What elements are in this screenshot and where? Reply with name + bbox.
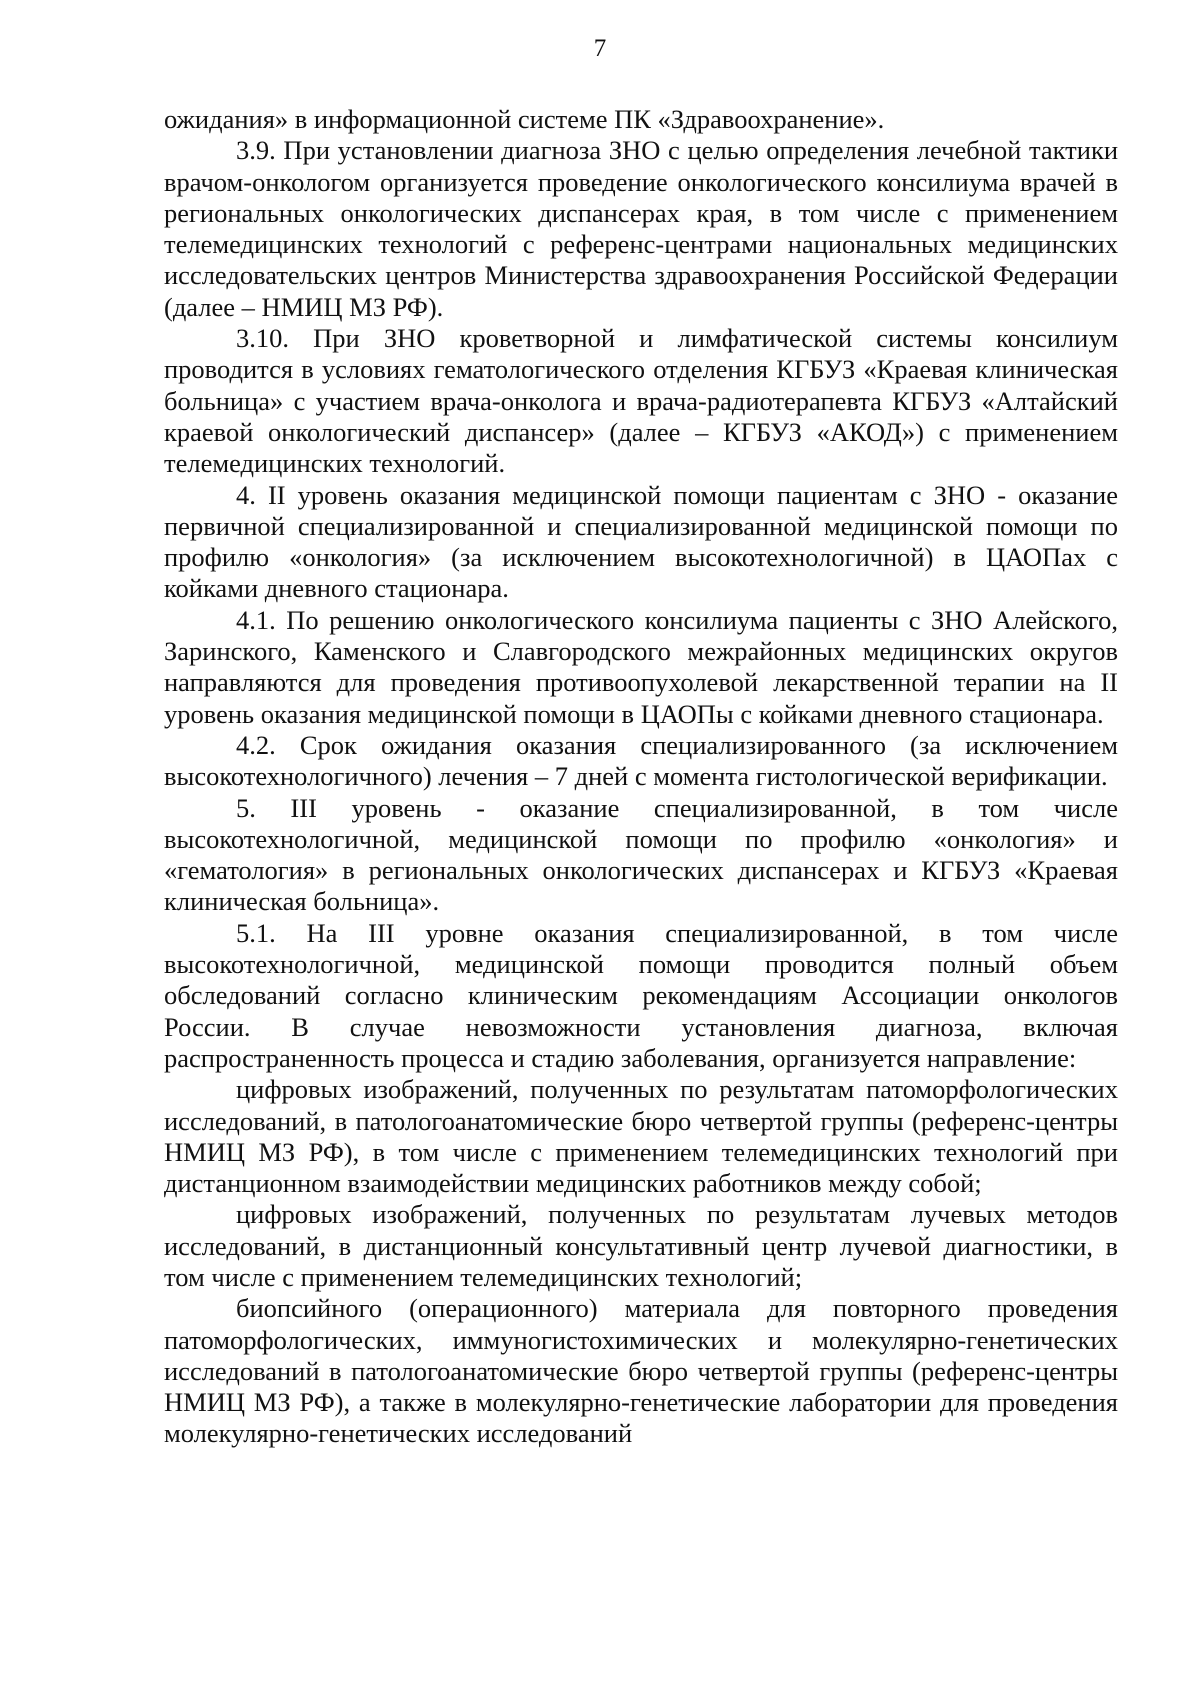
paragraph-4-1: 4.1. По решению онкологического консилиума пациенты с ЗНО Алейского, Заринского, Каменского и Славгородского межрайонных медицинских округов направляются для проведения противоопухолевой лекарственной терапии на II уровень оказания медицинской помощи в ЦАОПы с койками дневного стационара. — [164, 604, 1118, 729]
page-number: 7 — [593, 35, 607, 62]
list-item-radiology-images: цифровых изображений, полученных по результатам лучевых методов исследований, в дистанционный консультативный центр лучевой диагностики, в том числе с применением телемедицинских технологий; — [164, 1199, 1118, 1292]
paragraph-4: 4. II уровень оказания медицинской помощи пациентам с ЗНО - оказание первичной специализированной и специализированной медицинской помощи по профилю «онкология» (за исключением высокотехнологичной) в ЦАОПах с койками дневного стационара. — [164, 479, 1118, 604]
paragraph-3-10: 3.10. При ЗНО кроветворной и лимфатической системы консилиум проводится в условиях гематологического отделения КГБУЗ «Краевая клиническая больница» с участием врача-онколога и врача-радиотерапевта КГБУЗ «Алтайский краевой онкологический диспансер» (далее – КГБУЗ «АКОД») с применением телемедицинских технологий. — [164, 323, 1118, 479]
paragraph-5: 5. III уровень - оказание специализированной, в том числе высокотехнологичной, медицинской помощи по профилю «онкология» и «гематология» в региональных онкологических диспансерах и КГБУЗ «Краевая клиническая больница». — [164, 792, 1118, 917]
paragraph-continuation: ожидания» в информационной системе ПК «Здравоохранение». — [164, 104, 885, 134]
list-item-biopsy-material: биопсийного (операционного) материала для повторного проведения патоморфологических, иммуногистохимических и молекулярно-генетических исследований в патологоанатомические бюро четвертой группы (референс-центры НМИЦ МЗ РФ), а также в молекулярно-генетические лаборатории для проведения молекулярно-генетических исследований — [164, 1293, 1118, 1449]
paragraph-5-1: 5.1. На III уровне оказания специализированной, в том числе высокотехнологичной, медицинской помощи проводится полный объем обследований согласно клиническим рекомендациям Ассоциации онкологов России. В случае невозможности установления диагноза, включая распространенность процесса и стадию заболевания, организуется направление: — [164, 917, 1118, 1073]
paragraph-4-2: 4.2. Срок ожидания оказания специализированного (за исключением высокотехнологичного) лечения – 7 дней с момента гистологической верификации. — [164, 729, 1118, 792]
paragraph-3-9: 3.9. При установлении диагноза ЗНО с целью определения лечебной тактики врачом-онкологом организуется проведение онкологического консилиума врачей в региональных онкологических диспансерах края, в том числе с применением телемедицинских технологий с референс-центрами национальных медицинских исследовательских центров Министерства здравоохранения Российской Федерации (далее – НМИЦ МЗ РФ). — [164, 135, 1118, 322]
list-item-pathomorphology-images: цифровых изображений, полученных по результатам патоморфологических исследований, в патологоанатомические бюро четвертой группы (референс-центры НМИЦ МЗ РФ), в том числе с применением телемедицинских технологий при дистанционном взаимодействии медицинских работников между собой; — [164, 1074, 1118, 1199]
document-body — [164, 104, 1118, 1450]
